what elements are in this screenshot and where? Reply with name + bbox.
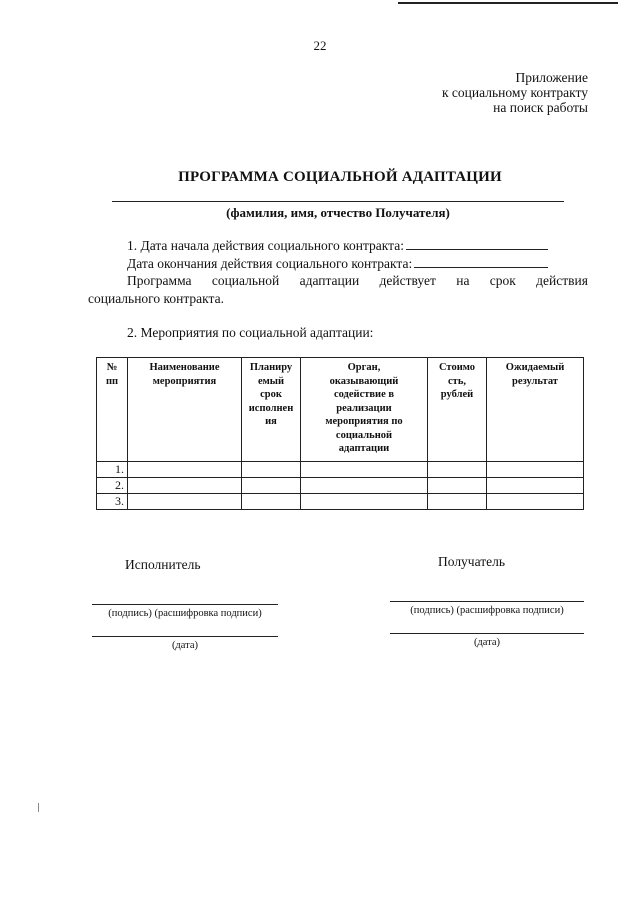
executor-label: Исполнитель bbox=[125, 557, 201, 572]
executor-signature-caption: (подпись) (расшифровка подписи) bbox=[108, 608, 262, 619]
recipient-date-field[interactable] bbox=[390, 633, 584, 634]
table-cell[interactable] bbox=[487, 494, 584, 510]
start-date-label: 1. Дата начала действия социального контракта: bbox=[127, 238, 404, 253]
col-header-assisting-body: Орган, оказывающий содействие в реализации мероприятия по социальной адаптации bbox=[301, 358, 428, 462]
document-title: ПРОГРАММА СОЦИАЛЬНОЙ АДАПТАЦИИ bbox=[178, 169, 502, 185]
appendix-line-2: к социальному контракту bbox=[441, 85, 588, 100]
page-number: 22 bbox=[313, 38, 327, 53]
start-date-field[interactable] bbox=[406, 237, 548, 250]
end-date-label: Дата окончания действия социального контракта: bbox=[127, 256, 413, 271]
executor-date-field[interactable] bbox=[92, 636, 278, 637]
col-header-activity-name: Наименование мероприятия bbox=[128, 358, 242, 462]
col-header-expected-result: Ожидаемый результат bbox=[487, 358, 584, 462]
top-rule bbox=[398, 2, 618, 4]
col-header-planned-term: Планиру емый срок исполнен ия bbox=[242, 358, 301, 462]
appendix-line-1: Приложение bbox=[515, 70, 588, 85]
recipient-signature-field[interactable] bbox=[390, 601, 584, 602]
table-cell[interactable] bbox=[301, 462, 428, 478]
table-cell[interactable] bbox=[487, 478, 584, 494]
table-cell[interactable] bbox=[128, 478, 242, 494]
recipient-date-caption: (дата) bbox=[473, 637, 501, 648]
table-row bbox=[97, 494, 584, 510]
row-number: 2. bbox=[97, 478, 128, 494]
duration-line-1 bbox=[127, 273, 588, 289]
table-row bbox=[97, 462, 584, 478]
table-cell[interactable] bbox=[487, 462, 584, 478]
table-cell[interactable] bbox=[242, 494, 301, 510]
table-cell[interactable] bbox=[301, 478, 428, 494]
duration-word: адаптации bbox=[299, 273, 360, 288]
duration-word: на bbox=[456, 273, 470, 288]
table-cell[interactable] bbox=[242, 478, 301, 494]
table-row bbox=[97, 478, 584, 494]
table-cell[interactable] bbox=[428, 462, 487, 478]
duration-line-2: социального контракта. bbox=[88, 291, 224, 306]
recipient-name-caption: (фамилия, имя, отчество Получателя) bbox=[226, 205, 450, 220]
activities-heading: 2. Мероприятия по социальной адаптации: bbox=[127, 325, 374, 340]
appendix-line-3: на поиск работы bbox=[493, 100, 588, 115]
table-cell[interactable] bbox=[301, 494, 428, 510]
col-header-cost: Стоимо сть, рублей bbox=[428, 358, 487, 462]
col-header-number: № пп bbox=[97, 358, 128, 462]
scan-edge-mark bbox=[38, 803, 39, 812]
duration-word: социальной bbox=[211, 273, 280, 288]
row-number: 3. bbox=[97, 494, 128, 510]
end-date-field[interactable] bbox=[414, 255, 548, 268]
appendix-block bbox=[442, 70, 588, 115]
table-cell[interactable] bbox=[428, 494, 487, 510]
row-number: 1. bbox=[97, 462, 128, 478]
executor-date-caption: (дата) bbox=[171, 640, 199, 651]
start-date-row bbox=[127, 237, 548, 254]
table-cell[interactable] bbox=[128, 494, 242, 510]
recipient-label: Получатель bbox=[438, 554, 506, 569]
table-cell[interactable] bbox=[242, 462, 301, 478]
end-date-row bbox=[127, 255, 548, 272]
duration-word: Программа bbox=[127, 273, 192, 288]
table-header-row bbox=[97, 358, 584, 462]
activities-table bbox=[96, 357, 584, 510]
executor-signature-field[interactable] bbox=[92, 604, 278, 605]
duration-word: действия bbox=[536, 273, 588, 288]
table-cell[interactable] bbox=[428, 478, 487, 494]
table-cell[interactable] bbox=[128, 462, 242, 478]
recipient-name-field[interactable] bbox=[112, 201, 564, 202]
duration-word: действует bbox=[379, 273, 436, 288]
recipient-signature-caption: (подпись) (расшифровка подписи) bbox=[410, 605, 564, 616]
duration-word: срок bbox=[489, 273, 516, 288]
